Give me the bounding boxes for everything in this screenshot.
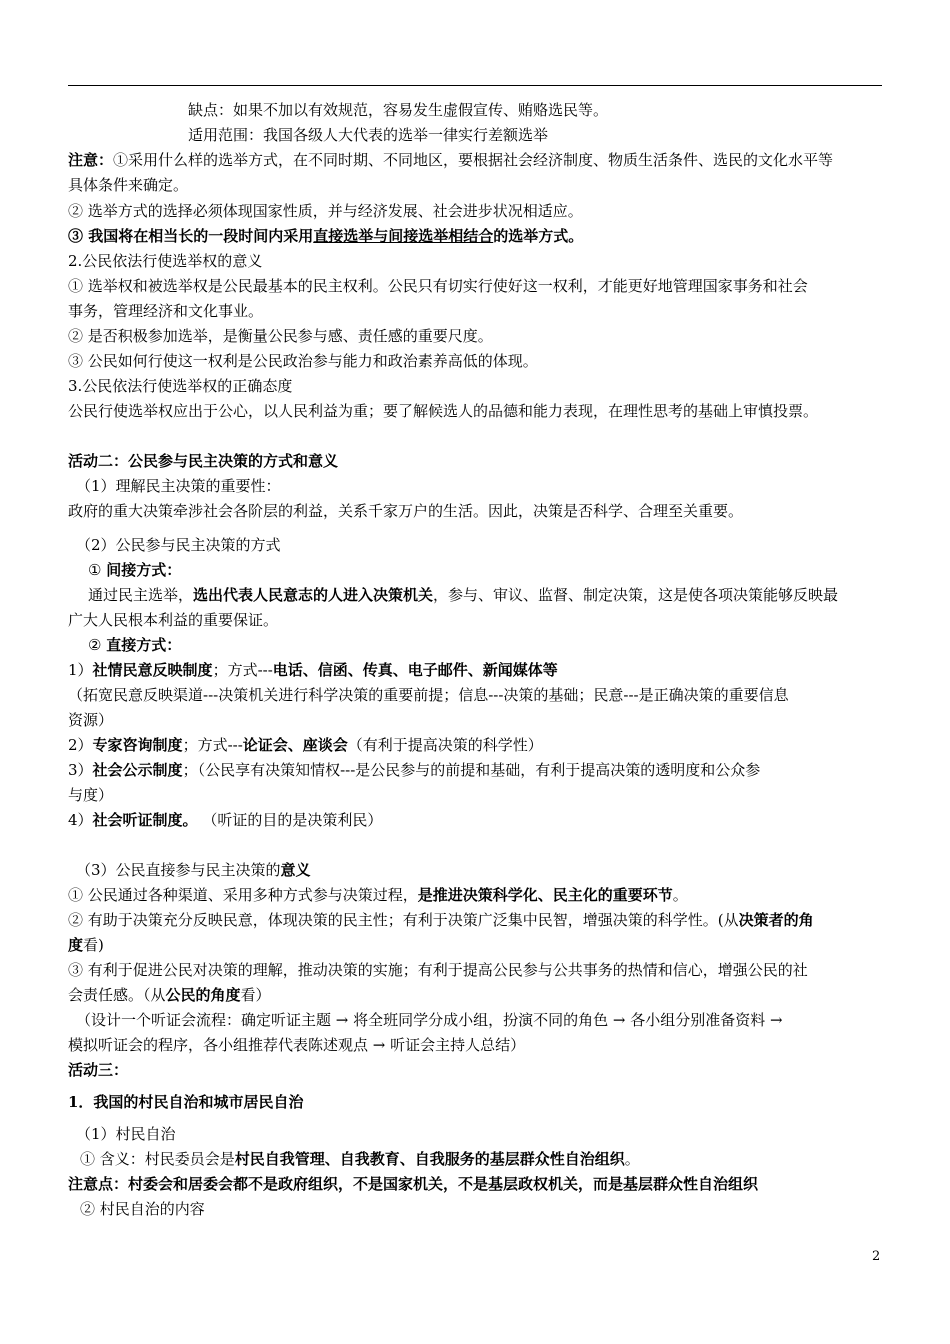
bold-text: 村民自我管理、自我教育、自我服务的基层群众性自治组织 (234, 1150, 625, 1168)
text-line-l29 (76, 860, 896, 880)
bold-text: ③ 我国将在相当长的一段时间内采用 (68, 227, 314, 245)
text-line-l05 (68, 201, 888, 221)
text-run: ，参与、审议、监督、制定决策，这是使各项决策能够反映最 (433, 586, 839, 604)
text-line-l42 (80, 1199, 900, 1219)
text-line-l28 (68, 810, 888, 830)
text-line-l12 (68, 376, 888, 396)
text-line-l01 (188, 100, 950, 120)
text-line-l16 (68, 501, 888, 521)
bold-text: 活动二：公民参与民主决策的方式和意义 (68, 452, 339, 470)
text-line-l36 (68, 1035, 888, 1055)
text-run: ① 公民通过各种渠道、采用多种方式参与决策过程， (68, 886, 418, 904)
text-run: （有利于提高决策的科学性） (347, 736, 543, 754)
text-line-l19 (88, 585, 908, 605)
text-line-l02 (188, 125, 950, 145)
text-run: ；（公民享有决策知情权---是公民参与的前提和基础，有利于提高决策的透明度和公众参 (182, 761, 761, 779)
text-line-l32 (68, 935, 888, 955)
text-run: 3） (68, 761, 93, 779)
page-number: 2 (872, 1249, 881, 1264)
text-run: （1）理解民主决策的重要性： (76, 477, 281, 495)
text-line-l06 (68, 226, 888, 246)
underlined-text: 直接选举与间接选举相结合 (313, 227, 494, 245)
text-line-l09 (68, 301, 888, 321)
text-line-l35 (76, 1010, 896, 1030)
text-line-l14 (68, 451, 888, 471)
text-run: （听证的目的是决策利民） (197, 811, 383, 829)
text-run: 具体条件来确定。 (68, 176, 189, 194)
text-run: ② 有助于决策充分反映民意，体现决策的民主性；有利于决策广泛集中民智，增强决策的科学性。(从 (68, 911, 739, 929)
text-line-l33 (68, 960, 888, 980)
text-run: 2.公民依法行使选举权的意义 (68, 252, 263, 270)
text-run: ；方式--- (182, 736, 243, 754)
text-run: （1）村民自治 (76, 1125, 176, 1143)
bold-text: 公民的角度 (165, 986, 241, 1004)
bold-text: 选出代表人民意志的人进入决策机关 (193, 586, 434, 604)
bold-text: 是推进决策科学化、民主化的重要环节 (417, 886, 673, 904)
bold-text: 意义 (280, 861, 311, 879)
text-line-l27 (68, 785, 888, 805)
text-run: ② 选举方式的选择必须体现国家性质，并与经济发展、社会进步状况相适应。 (68, 202, 583, 220)
text-run: （3）公民直接参与民主决策的 (76, 861, 281, 879)
text-run: 。 (672, 886, 688, 904)
bold-text: 度 (68, 936, 84, 954)
text-line-l10 (68, 326, 888, 346)
text-run: 公民行使选举权应出于公心，以人民利益为重；要了解候选人的品德和能力表现，在理性思考的基础上审慎投票。 (68, 402, 819, 420)
bold-text: 注意： (68, 151, 114, 169)
text-run: 政府的重大决策牵涉社会各阶层的利益，关系千家万户的生活。因此，决策是否科学、合理至关重要。 (68, 502, 744, 520)
text-run: 。 (624, 1150, 640, 1168)
text-line-l34 (68, 985, 888, 1005)
text-line-l20 (68, 610, 888, 630)
text-run: 资源） (68, 711, 114, 729)
text-run: 适用范围：我国各级人大代表的选举一律实行差额选举 (188, 126, 549, 144)
text-line-l04 (68, 175, 888, 195)
text-line-l26 (68, 760, 888, 780)
text-run: ② (88, 636, 107, 654)
bold-text: 专家咨询制度 (92, 736, 183, 754)
bold-text: 的选举方式。 (493, 227, 584, 245)
text-line-l37 (68, 1060, 888, 1080)
bold-text: 论证会、座谈会 (242, 736, 348, 754)
text-line-l21 (88, 635, 908, 655)
bold-text: 注意点：村委会和居委会都不是政府组织，不是国家机关，不是基层政权机关，而是基层群众性自治组织 (68, 1175, 759, 1193)
text-line-l07 (68, 251, 888, 271)
text-run: ② 是否积极参加选举，是衡量公民参与感、责任感的重要尺度。 (68, 327, 493, 345)
text-run: ③ 公民如何行使这一权利是公民政治参与能力和政治素养高低的体现。 (68, 352, 538, 370)
bold-text: 决策者的角 (738, 911, 814, 929)
text-run: ① 选举权和被选举权是公民最基本的民主权利。公民只有切实行使好这一权利，才能更好地管理国家事务和社会 (68, 277, 808, 295)
text-run: （设计一个听证会流程：确定听证主题 → 将全班同学分成小组，扮演不同的角色 → 各小组分别准备资料 → (76, 1011, 783, 1029)
text-run: ③ 有利于促进公民对决策的理解，推动决策的实施；有利于提高公民参与公共事务的热情和信心，增强公民的社 (68, 961, 808, 979)
text-run: 1） (68, 661, 93, 679)
text-run: 事务，管理经济和文化事业。 (68, 302, 264, 320)
header-rule (68, 85, 882, 86)
text-run: （2）公民参与民主决策的方式 (76, 536, 281, 554)
text-line-l18 (88, 560, 908, 580)
text-line-l17 (76, 535, 896, 555)
bold-text: 社会听证制度。 (92, 811, 198, 829)
text-line-l03 (68, 150, 888, 170)
text-line-l24 (68, 710, 888, 730)
text-line-l25 (68, 735, 888, 755)
bold-text: 间接方式： (106, 561, 182, 579)
text-line-l15 (76, 476, 896, 496)
text-run: 与度） (68, 786, 114, 804)
text-line-l23 (68, 685, 888, 705)
text-run: ② 村民自治的内容 (80, 1200, 205, 1218)
bold-text: 电话、信函、传真、电子邮件、新闻媒体等 (272, 661, 558, 679)
text-run: ；方式--- (212, 661, 273, 679)
text-run: 广大人民根本利益的重要保证。 (68, 611, 279, 629)
text-run: ①采用什么样的选举方式，在不同时期、不同地区，要根据社会经济制度、物质生活条件、选民的文化水平等 (113, 151, 834, 169)
text-run: 缺点：如果不加以有效规范，容易发生虚假宣传、贿赂选民等。 (188, 101, 609, 119)
text-run: 通过民主选举， (88, 586, 194, 604)
text-run: 看) (83, 936, 104, 954)
text-line-l39 (76, 1124, 896, 1144)
text-line-l31 (68, 910, 888, 930)
text-line-l08 (68, 276, 888, 296)
text-run: 模拟听证会的程序，各小组推荐代表陈述观点 → 听证会主持人总结） (68, 1036, 526, 1054)
bold-text: 1．我国的村民自治和城市居民自治 (68, 1093, 304, 1111)
text-run: 4） (68, 811, 93, 829)
text-run: 会责任感。（从 (68, 986, 166, 1004)
bold-text: 活动三： (68, 1061, 129, 1079)
text-line-l11 (68, 351, 888, 371)
bold-text: 社情民意反映制度 (92, 661, 213, 679)
text-run: 3.公民依法行使选举权的正确态度 (68, 377, 293, 395)
text-run: （拓宽民意反映渠道---决策机关进行科学决策的重要前提；信息---决策的基础；民意---是正确决策的重要信息 (68, 686, 789, 704)
text-run: 看） (240, 986, 271, 1004)
text-line-l30 (68, 885, 888, 905)
bold-text: 直接方式： (106, 636, 182, 654)
bold-text (313, 227, 493, 245)
text-line-l38 (68, 1092, 888, 1112)
text-line-l22 (68, 660, 888, 680)
text-line-l13 (68, 401, 888, 421)
text-run: ① (88, 561, 107, 579)
text-line-l40 (80, 1149, 900, 1169)
text-line-l41 (68, 1174, 888, 1194)
text-run: ① 含义：村民委员会是 (80, 1150, 235, 1168)
text-run: 2） (68, 736, 93, 754)
bold-text: 社会公示制度 (92, 761, 183, 779)
